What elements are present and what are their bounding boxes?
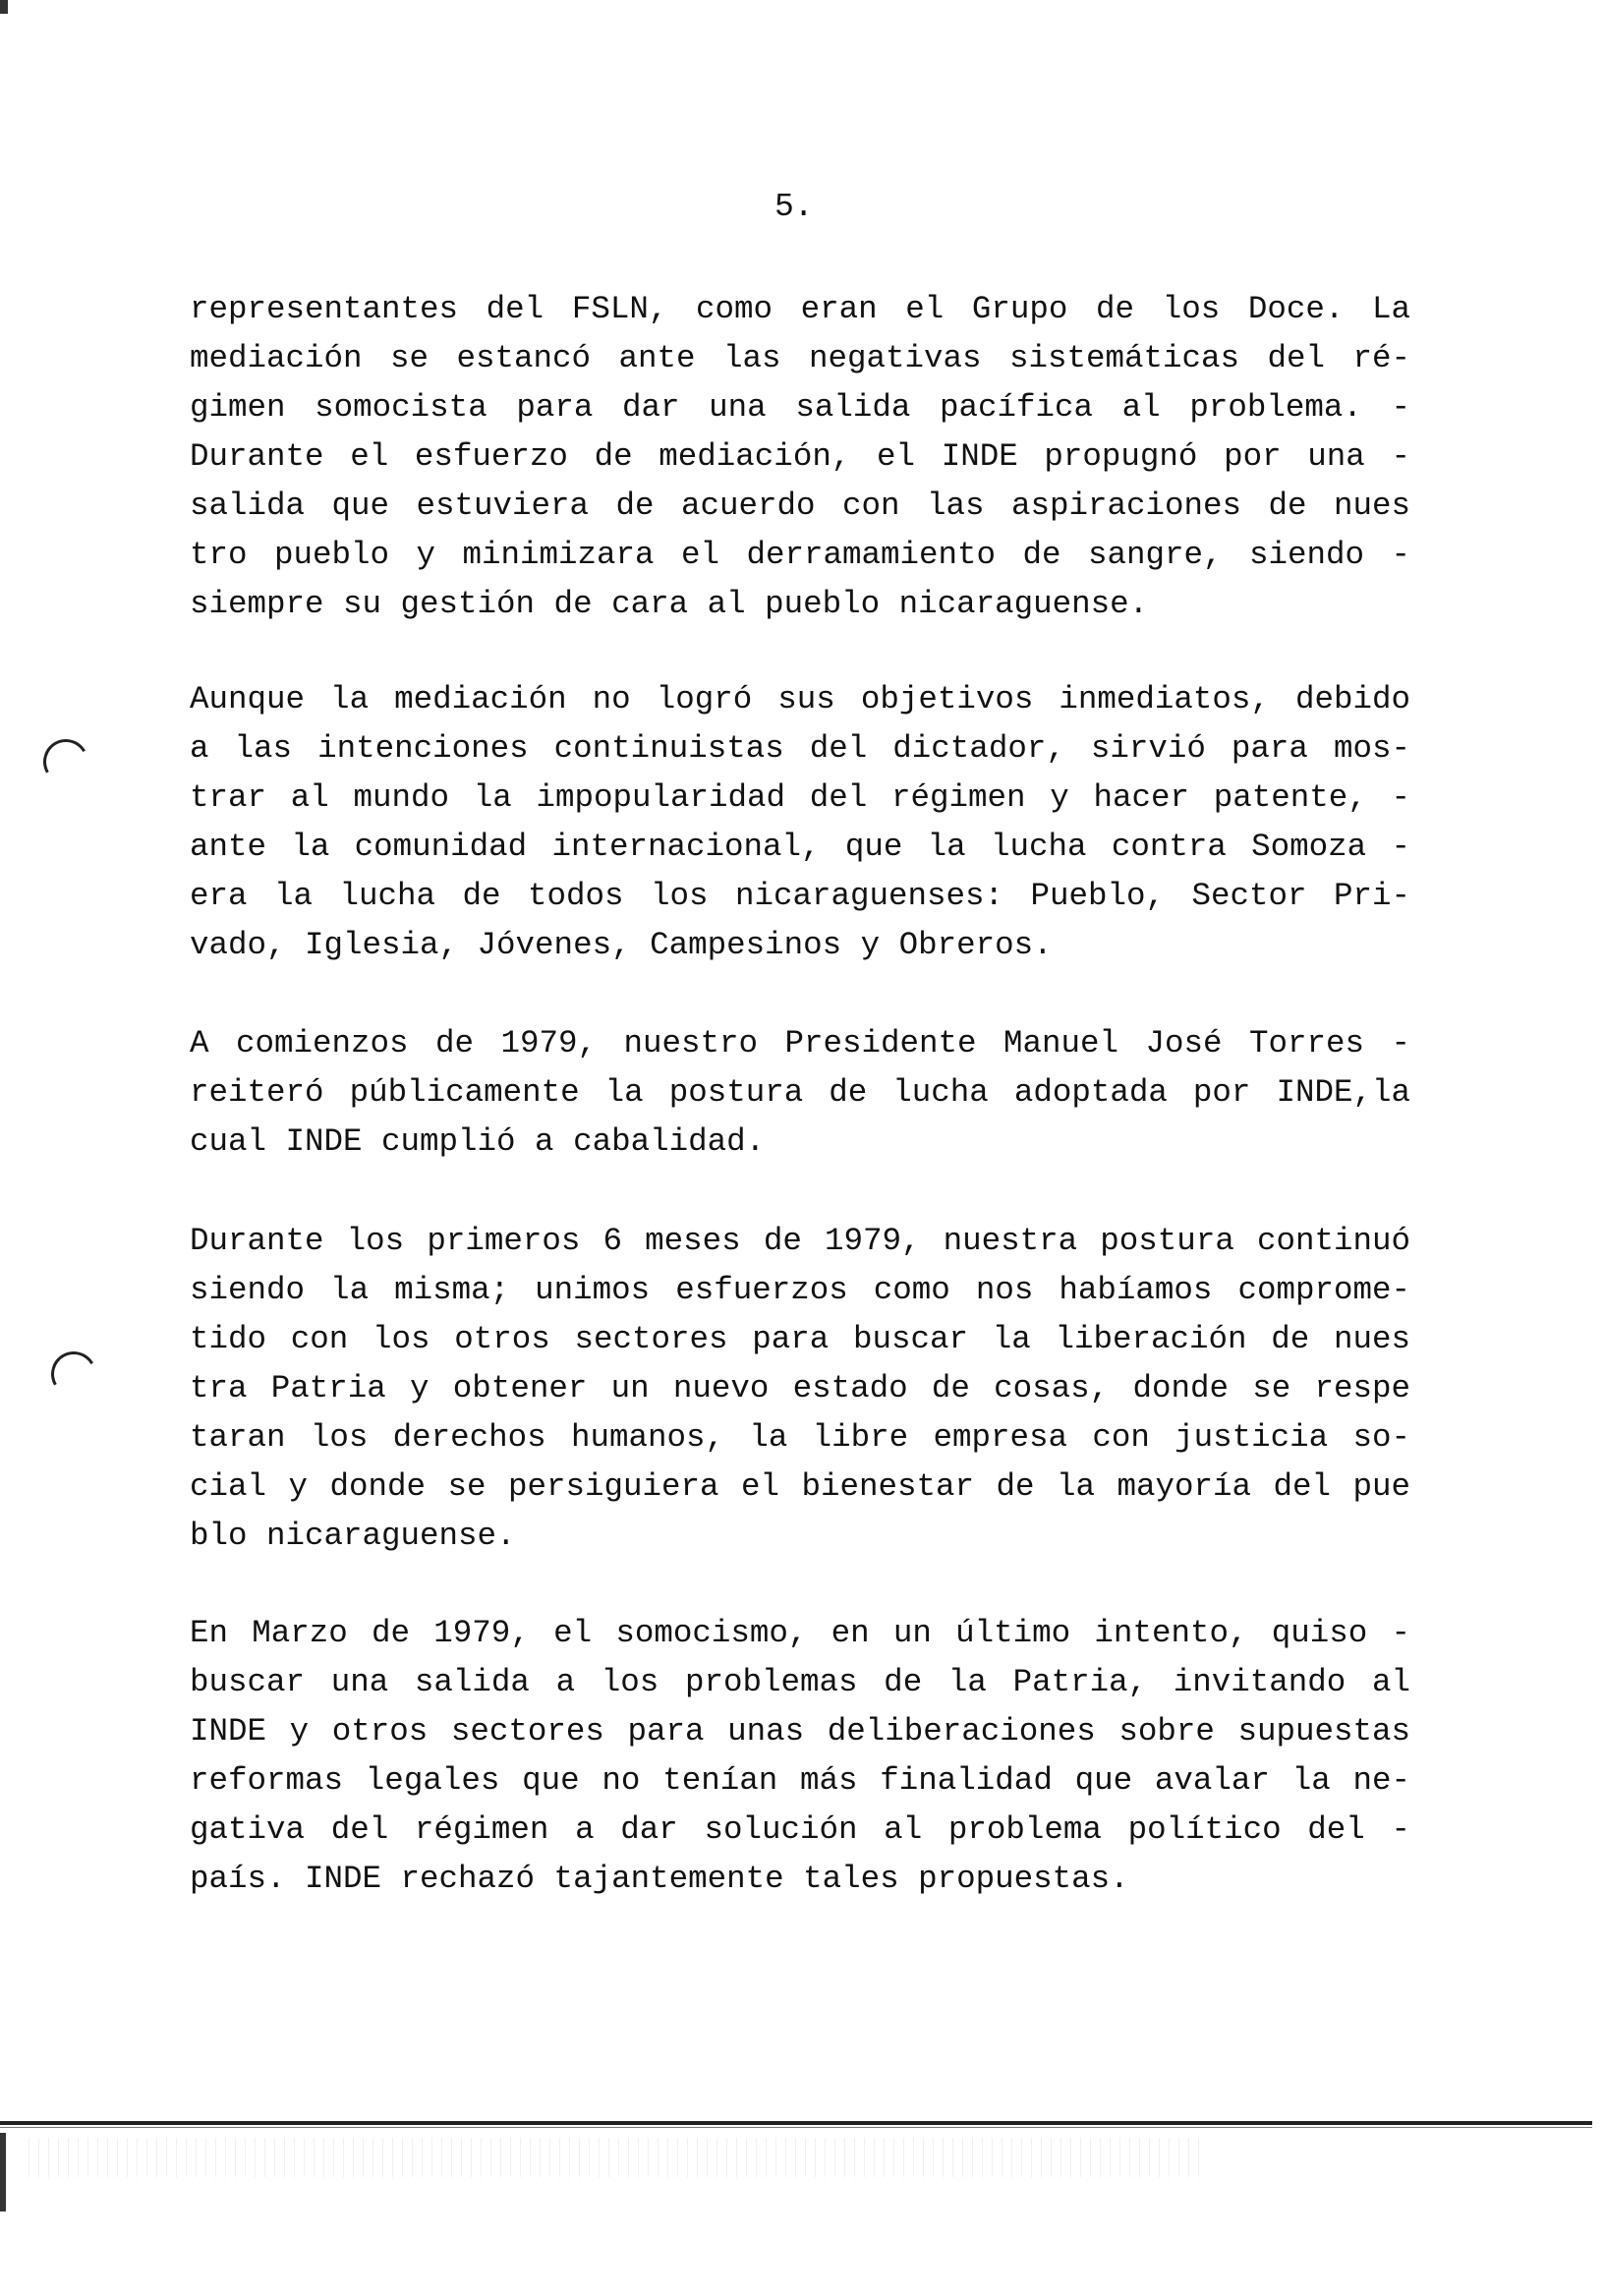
text-line: Aunque la mediación no logró sus objetivos inmediatos, debido bbox=[190, 681, 1410, 718]
text-line: blo nicaraguense. bbox=[190, 1518, 516, 1554]
text-line: mediación se estancó ante las negativas sistemáticas del ré- bbox=[190, 340, 1410, 376]
paragraph-4 bbox=[190, 1217, 1410, 1561]
punch-hole-mark bbox=[38, 734, 93, 789]
page-bottom-rule-thin bbox=[0, 2127, 1592, 2128]
text-line: trar al mundo la impopularidad del régimen y hacer patente, - bbox=[190, 779, 1410, 816]
text-line: gimen somocista para dar una salida pacífica al problema. - bbox=[190, 389, 1410, 426]
scan-edge bbox=[0, 2133, 6, 2211]
paragraph-2 bbox=[190, 675, 1410, 970]
text-line: buscar una salida a los problemas de la Patria, invitando al bbox=[190, 1664, 1410, 1700]
text-line: taran los derechos humanos, la libre empresa con justicia so- bbox=[190, 1419, 1410, 1456]
text-line: INDE y otros sectores para unas deliberaciones sobre supuestas bbox=[190, 1713, 1410, 1750]
text-line: Durante el esfuerzo de mediación, el INDE propugnó por una - bbox=[190, 438, 1410, 475]
page-bottom-rule bbox=[0, 2121, 1592, 2125]
text-line: vado, Iglesia, Jóvenes, Campesinos y Obreros. bbox=[190, 927, 1053, 963]
text-line: A comienzos de 1979, nuestro Presidente Manuel José Torres - bbox=[190, 1025, 1410, 1062]
text-line: ante la comunidad internacional, que la lucha contra Somoza - bbox=[190, 829, 1410, 865]
text-line: cual INDE cumplió a cabalidad. bbox=[190, 1123, 766, 1160]
text-line: tra Patria y obtener un nuevo estado de cosas, donde se respe bbox=[190, 1370, 1410, 1406]
paragraph-5 bbox=[190, 1609, 1410, 1904]
scan-noise bbox=[20, 2138, 1199, 2177]
text-line: representantes del FSLN, como eran el Grupo de los Doce. La bbox=[190, 291, 1410, 327]
text-line: salida que estuviera de acuerdo con las aspiraciones de nues bbox=[190, 488, 1410, 524]
text-line: En Marzo de 1979, el somocismo, en un último intento, quiso - bbox=[190, 1615, 1410, 1651]
paragraph-1 bbox=[190, 285, 1410, 629]
text-line: tido con los otros sectores para buscar la liberación de nues bbox=[190, 1321, 1410, 1357]
text-line: a las intenciones continuistas del dictador, sirvió para mos- bbox=[190, 730, 1410, 767]
scan-artifact bbox=[0, 0, 8, 14]
text-line: cial y donde se persiguiera el bienestar de la mayoría del pue bbox=[190, 1468, 1410, 1505]
text-line: reformas legales que no tenían más finalidad que avalar la ne- bbox=[190, 1762, 1410, 1799]
text-line: siendo la misma; unimos esfuerzos como nos habíamos comprome- bbox=[190, 1272, 1410, 1308]
page-number: 5. bbox=[774, 189, 814, 225]
text-line: tro pueblo y minimizara el derramamiento de sangre, siendo - bbox=[190, 537, 1410, 573]
paragraph-3 bbox=[190, 1019, 1410, 1167]
text-line: gativa del régimen a dar solución al problema político del - bbox=[190, 1811, 1410, 1848]
text-line: era la lucha de todos los nicaraguenses: Pueblo, Sector Pri- bbox=[190, 878, 1410, 914]
text-line: país. INDE rechazó tajantemente tales propuestas. bbox=[190, 1861, 1129, 1897]
text-line: siempre su gestión de cara al pueblo nicaraguense. bbox=[190, 586, 1149, 622]
text-line: reiteró públicamente la postura de lucha adoptada por INDE,la bbox=[190, 1074, 1410, 1111]
text-line: Durante los primeros 6 meses de 1979, nuestra postura continuó bbox=[190, 1223, 1410, 1259]
punch-hole-mark bbox=[46, 1347, 101, 1402]
